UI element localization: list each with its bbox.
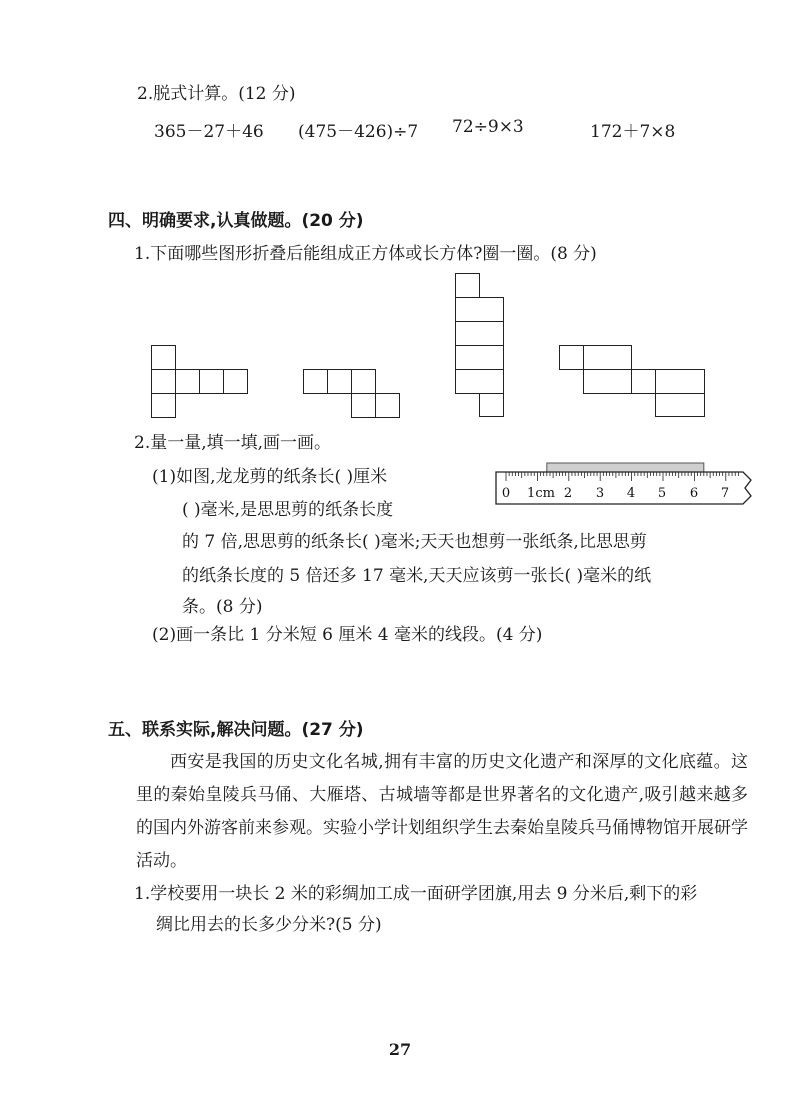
- part-1-line-4: 的纸条长度的 5 倍还多 17 毫米,天天应该剪一张长( )毫米的纸: [182, 566, 652, 586]
- ruler-label-3: 3: [595, 486, 605, 501]
- ruler-label-5: 5: [657, 486, 667, 501]
- part-1-line-2: ( )毫米,是思思剪的纸条长度: [182, 500, 394, 520]
- net-figure-2[interactable]: [303, 369, 401, 417]
- section-5-intro: 西安是我国的历史文化名城,拥有丰富的历史文化遗产和深厚的文化底蕴。这里的秦始皇陵兵马俑、大雁塔、古城墙等都是世界著名的文化遗产,吸引越来越多的国内外游客前来参观。实验小学计划组织学生去秦始皇陵兵马俑博物馆开展研学活动。: [136, 752, 748, 871]
- net-figure-3[interactable]: [455, 273, 505, 417]
- part-2-text: (2)画一条比 1 分米短 6 厘米 4 毫米的线段。(4 分): [152, 625, 543, 645]
- paper-strip: [547, 463, 704, 472]
- ruler-label-7: 7: [720, 486, 730, 501]
- section-4-question-1: 1.下面哪些图形折叠后能组成正方体或长方体?圈一圈。(8 分): [134, 244, 597, 264]
- section-4-heading: 四、明确要求,认真做题。(20 分): [108, 211, 364, 231]
- expression-4: 172＋7×8: [590, 122, 676, 142]
- ruler-label-4: 4: [626, 486, 636, 501]
- ruler: [495, 462, 757, 508]
- ruler-label-1cm: 1cm: [527, 486, 555, 501]
- expression-2: (475－426)÷7: [298, 122, 419, 142]
- ruler-label-2: 2: [563, 486, 573, 501]
- part-1-line-1: (1)如图,龙龙剪的纸条长( )厘米: [152, 467, 388, 487]
- section-5-question-1-line-1: 1.学校要用一块长 2 米的彩绸加工成一面研学团旗,用去 9 分米后,剩下的彩: [134, 884, 698, 904]
- section-4-question-2-title: 2.量一量,填一填,画一画。: [134, 433, 332, 453]
- section-5-question-1-line-2: 绸比用去的长多少分米?(5 分): [156, 915, 382, 935]
- net-figure-4[interactable]: [559, 345, 706, 417]
- expression-1: 365－27＋46: [154, 122, 264, 142]
- ruler-label-0: 0: [501, 486, 511, 501]
- page-number: 27: [388, 1040, 412, 1059]
- question-2-title: 2.脱式计算。(12 分): [137, 84, 296, 104]
- expression-3: 72÷9×3: [452, 117, 524, 137]
- ruler-label-6: 6: [689, 486, 699, 501]
- part-1-line-3: 的 7 倍,思思剪的纸条长( )毫米;天天也想剪一张纸条,比思思剪: [182, 532, 647, 552]
- section-5-heading: 五、联系实际,解决问题。(27 分): [108, 720, 364, 740]
- net-figure-1[interactable]: [151, 345, 249, 417]
- part-1-line-5: 条。(8 分): [182, 597, 263, 617]
